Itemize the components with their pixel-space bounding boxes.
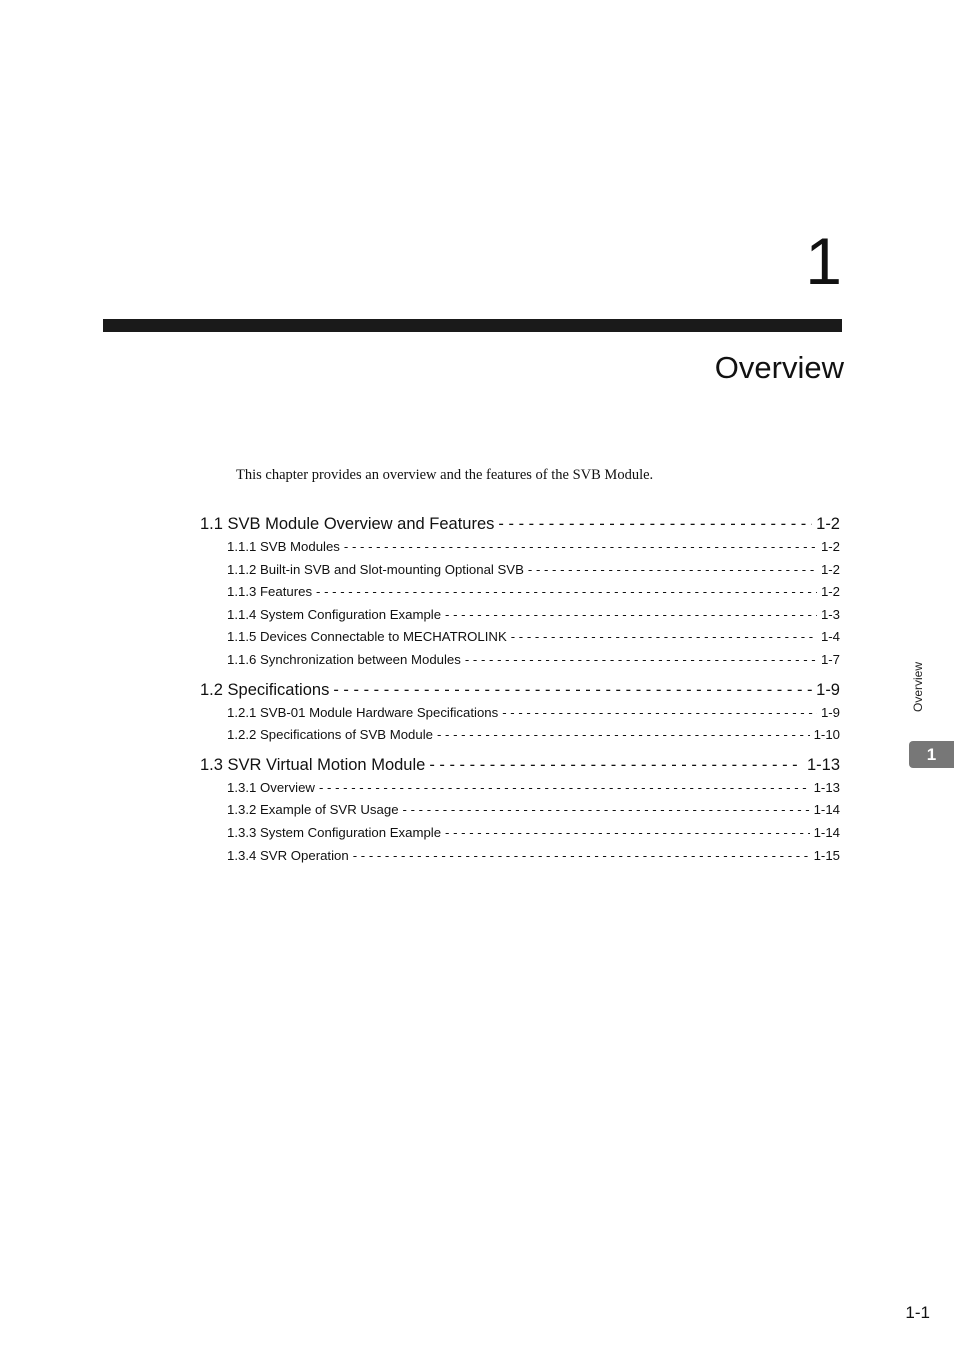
toc-entry[interactable]	[200, 559, 840, 582]
chapter-side-tab: 1	[909, 741, 954, 768]
toc-entry-title: 1.1.3 Features	[227, 584, 313, 600]
toc-entry-page: 1-2	[820, 584, 840, 600]
table-of-contents	[200, 512, 840, 867]
toc-entry[interactable]	[200, 678, 840, 702]
chapter-number: 1	[805, 224, 842, 298]
toc-entry[interactable]	[200, 702, 840, 725]
toc-entry[interactable]	[200, 724, 840, 747]
toc-entry-page: 1-14	[813, 802, 840, 818]
toc-entry[interactable]	[200, 581, 840, 604]
toc-leader	[437, 724, 810, 747]
toc-entry[interactable]	[200, 845, 840, 868]
toc-entry-title: 1.1.2 Built-in SVB and Slot-mounting Optional SVB	[227, 561, 524, 577]
toc-entry[interactable]	[200, 777, 840, 800]
toc-entry-title: 1.1.6 Synchronization between Modules	[227, 651, 461, 667]
toc-entry-page: 1-3	[820, 606, 840, 622]
toc-leader	[502, 702, 817, 725]
toc-entry-page: 1-13	[813, 779, 840, 795]
toc-leader	[429, 753, 803, 777]
toc-entry-title: 1.1.5 Devices Connectable to MECHATROLINK	[227, 629, 507, 645]
toc-leader	[445, 822, 810, 845]
toc-entry-page: 1-10	[813, 727, 840, 743]
toc-entry[interactable]	[200, 649, 840, 672]
toc-entry[interactable]	[200, 753, 840, 777]
toc-entry-page: 1-2	[816, 515, 840, 533]
toc-leader	[498, 512, 812, 536]
toc-leader	[403, 799, 810, 822]
toc-entry-page: 1-13	[806, 755, 840, 774]
toc-entry-title: 1.2 Specifications	[200, 680, 330, 699]
toc-leader	[511, 626, 817, 649]
toc-entry-title: 1.3.2 Example of SVR Usage	[227, 802, 399, 818]
toc-entry-title: 1.3.4 SVR Operation	[227, 847, 349, 863]
page-number: 1-1	[905, 1303, 930, 1322]
toc-leader	[344, 536, 817, 559]
side-tab-label: Overview	[911, 661, 925, 713]
toc-entry-page: 1-4	[820, 629, 840, 645]
toc-entry[interactable]	[200, 626, 840, 649]
toc-leader	[353, 845, 810, 868]
toc-entry[interactable]	[200, 822, 840, 845]
toc-leader	[445, 604, 817, 627]
toc-entry-page: 1-9	[816, 680, 840, 699]
chapter-divider-bar	[103, 319, 842, 332]
toc-leader	[333, 678, 812, 702]
toc-leader	[465, 649, 817, 672]
toc-entry-title: 1.1.4 System Configuration Example	[227, 606, 442, 622]
toc-entry-title: 1.1.1 SVB Modules	[227, 539, 340, 554]
toc-entry[interactable]	[200, 604, 840, 627]
toc-entry-page: 1-9	[820, 704, 840, 720]
toc-entry-title: 1.3.3 System Configuration Example	[227, 824, 442, 840]
toc-entry-page: 1-14	[813, 824, 840, 840]
chapter-intro: This chapter provides an overview and the features of the SVB Module.	[236, 467, 654, 483]
toc-entry-title: 1.3 SVR Virtual Motion Module	[200, 755, 426, 774]
chapter-title: Overview	[714, 350, 844, 385]
toc-entry[interactable]	[200, 512, 840, 536]
toc-leader	[319, 777, 810, 800]
toc-leader	[528, 559, 817, 582]
toc-entry-title: 1.2.1 SVB-01 Module Hardware Specifications	[227, 704, 499, 720]
toc-entry-title: 1.2.2 Specifications of SVB Module	[227, 727, 433, 743]
toc-entry-page: 1-7	[820, 651, 840, 667]
toc-leader	[316, 581, 817, 604]
toc-entry[interactable]	[200, 799, 840, 822]
toc-entry-title: 1.1 SVB Module Overview and Features	[200, 515, 495, 533]
toc-entry-page: 1-2	[820, 561, 840, 577]
toc-entry-page: 1-2	[820, 539, 840, 554]
toc-entry-title: 1.3.1 Overview	[227, 779, 315, 795]
toc-entry[interactable]	[200, 536, 840, 559]
toc-entry-page: 1-15	[813, 847, 840, 863]
